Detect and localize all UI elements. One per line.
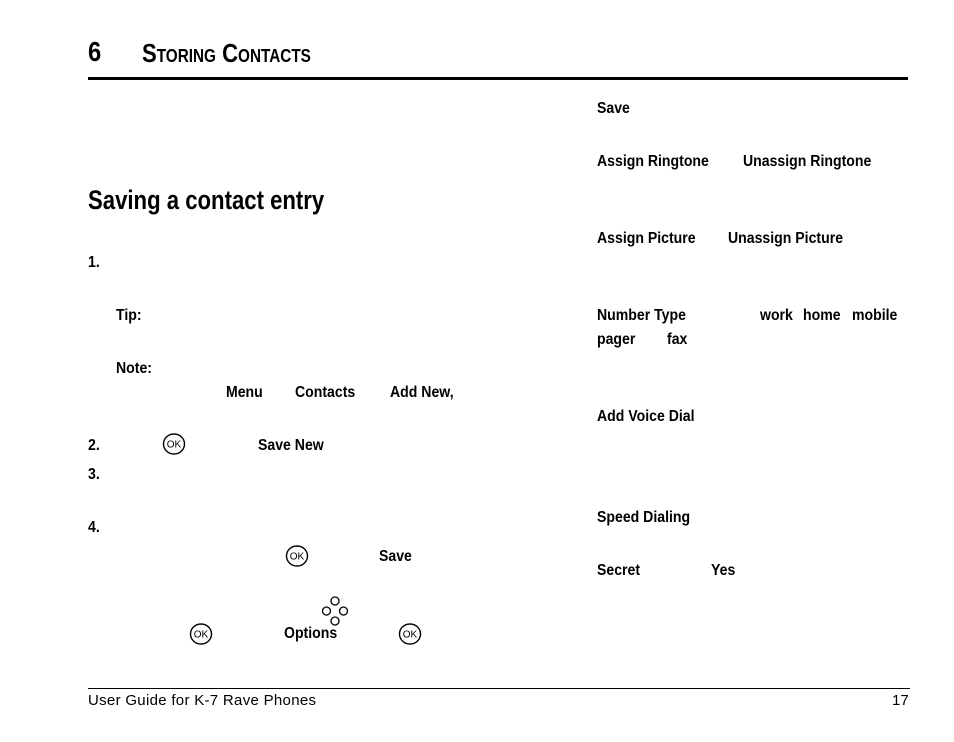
chapter-number: 6 [88,36,101,67]
secret-label: Secret [597,562,641,579]
yes-label: Yes [711,562,736,579]
menu-label: Menu [226,384,263,401]
assign-picture-label: Assign Picture [597,230,696,247]
save-new-label: Save New [258,437,324,454]
speed-dialing-label: Speed Dialing [597,509,691,526]
section-heading: Saving a contact entry [88,185,325,215]
contacts-label: Contacts [295,384,356,401]
assign-ringtone-label: Assign Ringtone [597,153,709,170]
step-2-number: 2. [88,437,100,454]
options-label: Options [284,625,338,642]
add-voice-dial-label: Add Voice Dial [597,408,695,425]
home-label: home [803,307,841,324]
tip-label: Tip: [116,307,142,324]
svg-text:OK: OK [402,629,418,641]
header-rule [88,77,908,80]
ok-key-icon [398,623,422,645]
ok-key-icon [162,433,186,455]
number-type-label: Number Type [597,307,686,324]
save-label: Save [379,548,412,565]
svg-text:OK: OK [289,551,305,563]
svg-text:OK: OK [166,439,182,451]
footer-guide-title: User Guide for K-7 Rave Phones [88,692,317,709]
footer-rule [88,688,910,689]
chapter-title: Storing Contacts [142,38,311,68]
note-label: Note: [116,360,152,377]
svg-text:OK: OK [193,629,209,641]
step-3-number: 3. [88,466,100,483]
fax-label: fax [667,331,688,348]
ok-key-icon [285,545,309,567]
ok-key-icon [189,623,213,645]
unassign-ringtone-label: Unassign Ringtone [743,153,872,170]
unassign-picture-label: Unassign Picture [728,230,844,247]
navigation-key-icon [322,596,348,626]
add-new-label: Add New, [390,384,454,401]
mobile-label: mobile [852,307,898,324]
step-1-number: 1. [88,254,100,271]
step-4-number: 4. [88,519,100,536]
right-save-label: Save [597,100,630,117]
footer-page-number: 17 [892,692,909,709]
work-label: work [760,307,793,324]
pager-label: pager [597,331,636,348]
